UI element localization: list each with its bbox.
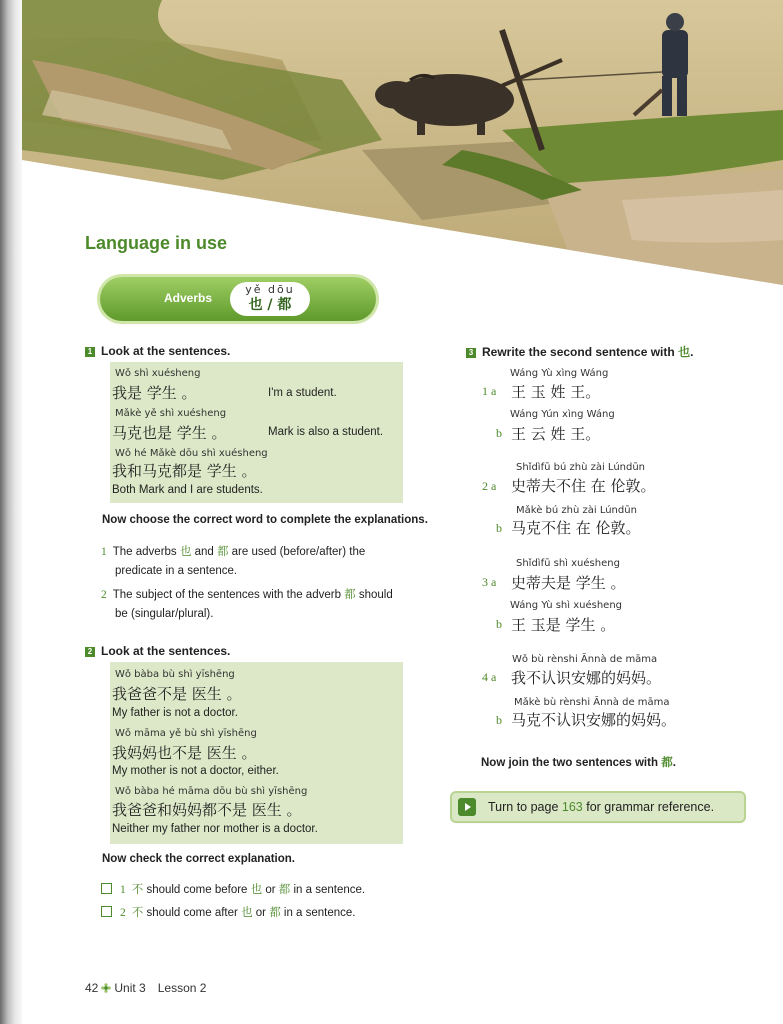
s1-exp1-text: The adverbs: [112, 546, 180, 558]
section-2-number: 2: [85, 647, 95, 657]
s2-opt2-word0: 不: [131, 907, 144, 919]
s2-opt1-word0: 不: [131, 884, 144, 896]
s1-exp2-word1: 都: [344, 589, 356, 601]
s2-ex1-chinese: 我爸爸不是 医生 。: [112, 685, 242, 703]
s2-ex3-english: Neither my father nor mother is a doctor.: [112, 823, 318, 835]
s3-item3b-pinyin: Wáng Yù shì xuésheng: [510, 600, 623, 611]
section-1-example-box: [110, 362, 403, 503]
section-2-title-text: Look at the sentences.: [101, 644, 231, 658]
s1-ex3-chinese: 我和马克都是 学生 。: [112, 462, 257, 480]
s3-item2b-chinese: 马克不住 在 伦敦。: [511, 519, 641, 537]
arrow-right-icon: [458, 798, 476, 816]
s2-opt1-text: should come before: [143, 884, 251, 896]
join-post: .: [672, 757, 676, 769]
flower-icon: [101, 983, 111, 993]
unit-label: Unit 3: [114, 981, 146, 995]
s1-ex2-chinese: 马克也是 学生 。: [112, 424, 227, 442]
s3-item2b-pinyin: Mǎkè bú zhù zài Lúndūn: [516, 505, 637, 516]
s1-exp2-text: The subject of the sentences with the adverb: [112, 589, 345, 601]
book-spine-shadow: [0, 0, 22, 1024]
s2-opt2-mid: or: [252, 907, 270, 919]
section-2-instruction: Now check the correct explanation.: [102, 853, 296, 865]
s3-item3-number: 3 a: [482, 575, 497, 589]
adverbs-pinyin: yě dōu: [245, 283, 295, 296]
s3-item1a-pinyin: Wáng Yù xìng Wáng: [510, 368, 609, 379]
grammar-reference-text: [488, 800, 714, 814]
ref-post: for grammar reference.: [582, 800, 715, 814]
s1-ex2-english: Mark is also a student.: [268, 426, 384, 438]
s1-ex3-english: Both Mark and I are students.: [112, 484, 263, 496]
s3-item2a-chinese: 史蒂夫不住 在 伦敦。: [511, 477, 656, 495]
s2-option-1[interactable]: [101, 881, 365, 900]
s1-exp1-word1: 也: [179, 546, 192, 558]
s1-exp1-number: 1: [101, 546, 107, 558]
section-2-example-box: [110, 662, 403, 844]
section-1-title-text: Look at the sentences.: [101, 344, 231, 358]
join-text: Now join the two sentences with: [481, 757, 662, 769]
s2-opt1-post: in a sentence.: [290, 884, 366, 896]
adverbs-word-badge: [230, 282, 310, 316]
s3-item1-num: 1: [482, 384, 488, 398]
s1-explanation-1: [101, 543, 431, 581]
s3-item3-num: 3: [482, 575, 488, 589]
s3-item2a-pinyin: Shǐdìfū bú zhù zài Lúndūn: [516, 462, 646, 473]
s3-item4a-pinyin: Wǒ bù rènshi Ānnà de māma: [512, 654, 658, 665]
s2-ex3-pinyin: Wǒ bàba hé māma dōu bù shì yīshēng: [115, 786, 308, 797]
s3-item4b-label: b: [496, 713, 502, 727]
section-3-title: [466, 343, 693, 360]
s1-exp1-mid: and: [191, 546, 217, 558]
page-footer: [85, 981, 206, 995]
s3-item4a-chinese: 我不认识安娜的妈妈。: [511, 669, 662, 687]
s3-item1-number: 1 a: [482, 384, 497, 398]
join-word: 都: [661, 757, 673, 769]
s2-opt2-word2: 都: [269, 907, 281, 919]
s3-item1a-chinese: 王 玉 姓 王。: [511, 383, 601, 401]
s1-ex1-pinyin: Wǒ shì xuésheng: [115, 368, 201, 379]
s3-item3b-chinese: 王 玉是 学生 。: [511, 616, 616, 634]
page-number: 42: [85, 981, 99, 995]
s1-ex1-chinese: 我是 学生 。: [112, 384, 197, 402]
s3-item2-number: 2 a: [482, 479, 497, 493]
section-1-title: [85, 344, 230, 358]
s2-option-2-checkbox[interactable]: [101, 906, 112, 917]
section-heading: Language in use: [85, 233, 228, 253]
s3-item1b-chinese: 王 云 姓 王。: [511, 425, 601, 443]
s3-item2-num: 2: [482, 479, 488, 493]
s3-item2b-label: b: [496, 521, 502, 535]
s1-ex2-pinyin: Mǎkè yě shì xuésheng: [115, 408, 227, 419]
section-3-title-post: .: [690, 345, 694, 359]
s2-opt1-word1: 也: [250, 884, 263, 896]
s2-opt2-word1: 也: [241, 907, 253, 919]
s1-exp1-post: are used (before/after) the: [228, 546, 366, 558]
section-3-number: 3: [466, 348, 476, 358]
lesson-label: Lesson 2: [157, 981, 207, 995]
grammar-reference-link[interactable]: [452, 793, 744, 821]
s2-opt2-number: 2: [120, 907, 126, 919]
adverbs-chinese: 也 / 都: [248, 297, 292, 313]
s2-opt2-text: should come after: [143, 907, 242, 919]
s3-item1b-label: b: [496, 426, 502, 440]
section-3-join-instruction: [481, 754, 676, 770]
s2-ex2-english: My mother is not a doctor, either.: [112, 765, 279, 777]
ref-page: 163: [561, 800, 583, 814]
s3-item3a-chinese: 史蒂夫是 学生 。: [511, 574, 626, 592]
s2-ex1-pinyin: Wǒ bàba bù shì yīshēng: [115, 669, 235, 680]
section-3-title-text: Rewrite the second sentence with: [482, 345, 679, 359]
ref-pre: Turn to page: [488, 800, 562, 814]
s1-ex1-english: I'm a student.: [268, 387, 337, 399]
s3-item3a-pinyin: Shǐdìfū shì xuésheng: [516, 558, 620, 569]
s1-exp1-word2: 都: [216, 546, 229, 558]
s2-opt1-number: 1: [120, 884, 126, 896]
s3-item1b-pinyin: Wáng Yún xìng Wáng: [510, 409, 615, 420]
s3-item4-num: 4: [482, 670, 488, 684]
section-1-instruction: Now choose the correct word to complete the explanations.: [102, 514, 428, 526]
s2-opt1-word2: 都: [278, 884, 291, 896]
s1-exp2-post: should: [355, 589, 393, 601]
s2-ex2-pinyin: Wǒ māma yě bù shì yīshēng: [115, 728, 257, 739]
s2-opt2-post: in a sentence.: [280, 907, 356, 919]
s3-item4-number: 4 a: [482, 670, 497, 684]
section-1-number: 1: [85, 347, 95, 357]
adverbs-label: Adverbs: [164, 291, 213, 305]
s2-option-1-checkbox[interactable]: [101, 883, 112, 894]
s3-item4b-pinyin: Mǎkè bù rènshi Ānnà de māma: [514, 697, 670, 708]
s2-ex1-english: My father is not a doctor.: [112, 707, 238, 719]
s1-ex3-pinyin: Wǒ hé Mǎkè dōu shì xuésheng: [115, 448, 268, 459]
s1-explanation-2: [101, 586, 441, 624]
s1-exp2-line2: be (singular/plural).: [115, 608, 214, 620]
adverbs-banner: [100, 277, 376, 321]
s1-exp2-number: 2: [101, 589, 107, 601]
s3-item3b-label: b: [496, 617, 502, 631]
section-2-title: [85, 644, 230, 658]
s1-exp1-line2: predicate in a sentence.: [115, 565, 238, 577]
s3-item4b-chinese: 马克不认识安娜的妈妈。: [511, 711, 677, 729]
section-3-title-word: 也: [678, 345, 691, 359]
s2-option-2[interactable]: [101, 904, 356, 923]
s2-ex2-chinese: 我妈妈也不是 医生 。: [112, 744, 257, 762]
s2-opt1-mid: or: [262, 884, 279, 896]
s2-ex3-chinese: 我爸爸和妈妈都不是 医生 。: [112, 801, 302, 819]
